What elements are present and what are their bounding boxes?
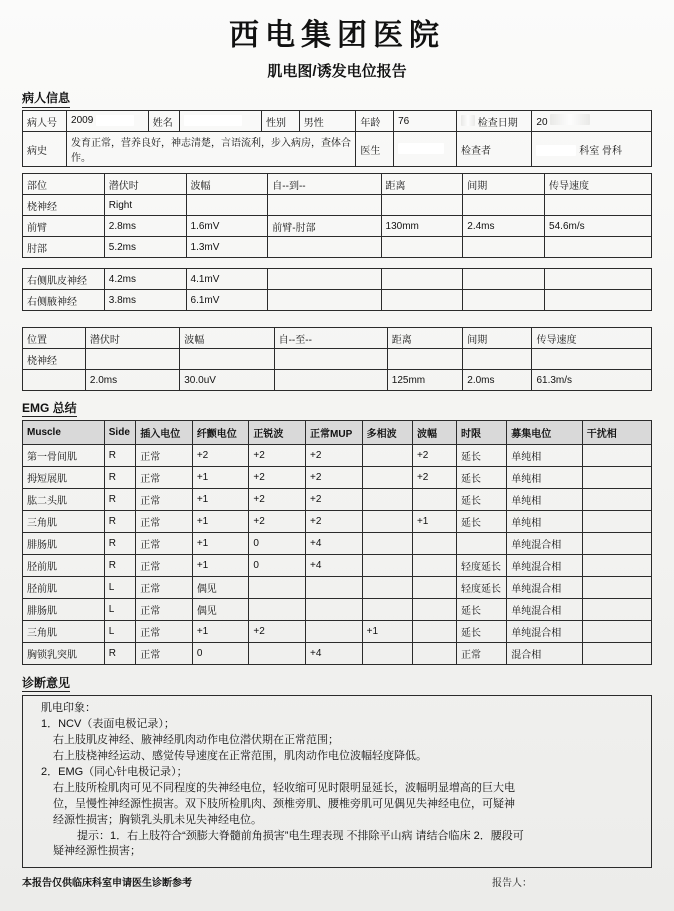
emg-r5-poly <box>362 555 412 577</box>
diagnosis-line-4: 2．EMG（同心针电极记录）； <box>41 765 188 778</box>
exam-date-label <box>456 111 531 132</box>
emg-r7-dur: 延长 <box>456 599 506 621</box>
emg-r1-interfere <box>582 467 651 489</box>
ncv1-header-site: 部位 <box>23 174 105 195</box>
emg-r9-mup: +4 <box>306 643 363 665</box>
ncv1-r3-interval <box>463 290 545 311</box>
patient-id-value <box>67 111 149 132</box>
ncv1-header-distance: 距离 <box>381 174 463 195</box>
doctor-value <box>394 132 457 167</box>
emg-r3-recruit: 单纯相 <box>507 511 582 533</box>
table-header-row <box>23 328 652 349</box>
exam-date-value <box>532 111 652 132</box>
emg-r1-side: R <box>104 467 135 489</box>
emg-r0-fib: +2 <box>192 445 249 467</box>
emg-r9-dur: 正常 <box>456 643 506 665</box>
report-subtitle: 肌电图/诱发电位报告 <box>267 63 407 80</box>
emg-r3-amp: +1 <box>412 511 456 533</box>
table-row <box>23 445 652 467</box>
ncv1-r0-latency: 2.8ms <box>104 216 186 237</box>
emg-r1-amp: +2 <box>412 467 456 489</box>
emg-r4-dur <box>456 533 506 555</box>
diagnosis-box <box>22 695 652 868</box>
emg-r9-poly <box>362 643 412 665</box>
ncv2-header-amplitude: 波幅 <box>180 328 274 349</box>
ncv2-r0-amplitude: 30.0uV <box>180 370 274 391</box>
emg-r1-recruit: 单纯相 <box>507 467 582 489</box>
emg-r8-recruit: 单纯混合相 <box>507 621 582 643</box>
blur-block <box>550 114 590 125</box>
patient-id-text: 2009 <box>71 115 94 127</box>
emg-r2-insertion: 正常 <box>136 489 193 511</box>
emg-header-insertion: 插入电位 <box>136 421 193 445</box>
emg-r9-fib: 0 <box>192 643 249 665</box>
ncv1-r3-latency: 3.8ms <box>104 290 186 311</box>
patient-name-label: 姓名 <box>148 111 179 132</box>
ncv2-header-latency: 潜伏时 <box>85 328 179 349</box>
emg-r2-fib: +1 <box>192 489 249 511</box>
emg-header-poly: 多相波 <box>362 421 412 445</box>
examiner-label: 检查者 <box>456 132 531 167</box>
patient-id-label: 病人号 <box>23 111 67 132</box>
dept-value: 骨科 <box>601 145 622 157</box>
emg-r6-fib: 偶见 <box>192 577 249 599</box>
ncv2-header-velocity: 传导速度 <box>532 328 652 349</box>
ncv1-r0-fromto: 前臂-肘部 <box>268 216 381 237</box>
ncv1-r0-distance: 130mm <box>381 216 463 237</box>
ncv1-r2-distance <box>381 269 463 290</box>
emg-r7-fib: 偶见 <box>192 599 249 621</box>
patient-info-table <box>22 110 652 167</box>
ncv1-nerve-name: 桡神经 <box>23 195 105 216</box>
emg-r1-mup: +2 <box>306 467 363 489</box>
emg-r5-muscle: 胫前肌 <box>23 555 105 577</box>
emg-r1-insertion: 正常 <box>136 467 193 489</box>
diagnosis-label: 诊断意见 <box>22 676 71 690</box>
table-row <box>23 555 652 577</box>
emg-r7-muscle: 腓肠肌 <box>23 599 105 621</box>
emg-r6-dur: 轻度延长 <box>456 577 506 599</box>
ncv1-r1-fromto <box>268 237 381 258</box>
ncv2-header-distance: 距离 <box>387 328 462 349</box>
emg-r6-amp <box>412 577 456 599</box>
emg-r7-psw <box>249 599 306 621</box>
emg-header-fib: 纤颤电位 <box>192 421 249 445</box>
emg-r9-psw <box>249 643 306 665</box>
table-row <box>23 643 652 665</box>
ncv2-header-position: 位置 <box>23 328 86 349</box>
emg-r7-side: L <box>104 599 135 621</box>
emg-r6-psw <box>249 577 306 599</box>
emg-r6-recruit: 单纯混合相 <box>507 577 582 599</box>
emg-r4-psw: 0 <box>249 533 306 555</box>
emg-r8-muscle: 三角肌 <box>23 621 105 643</box>
emg-r0-poly <box>362 445 412 467</box>
ncv2-r0-latency: 2.0ms <box>85 370 179 391</box>
emg-r1-poly <box>362 467 412 489</box>
emg-r3-mup: +2 <box>306 511 363 533</box>
table-header-row <box>23 421 652 445</box>
emg-header-recruit: 募集电位 <box>507 421 582 445</box>
emg-r3-side: R <box>104 511 135 533</box>
reporter-label: 报告人： <box>492 878 532 890</box>
exam-date-text: 20 <box>536 117 548 128</box>
emg-header-amp: 波幅 <box>412 421 456 445</box>
ncv2-r0-velocity: 61.3m/s <box>532 370 652 391</box>
ncv2-blank-1 <box>85 349 179 370</box>
emg-r5-interfere <box>582 555 651 577</box>
page-title: 西电集团医院 <box>229 18 445 53</box>
emg-header-muscle: Muscle <box>23 421 105 445</box>
emg-summary-label: EMG 总结 <box>22 401 77 415</box>
patient-sex-value: 男性 <box>299 111 356 132</box>
emg-r4-side: R <box>104 533 135 555</box>
table-row <box>23 533 652 555</box>
ncv1-r2-amplitude: 4.1mV <box>186 269 268 290</box>
emg-r2-recruit: 单纯相 <box>507 489 582 511</box>
ncv1-blank-2 <box>268 195 381 216</box>
table-row <box>23 489 652 511</box>
ncv1-r0-amplitude: 1.6mV <box>186 216 268 237</box>
ncv2-blank-3 <box>274 349 387 370</box>
ncv1-r1-interval <box>463 237 545 258</box>
patient-name-value <box>180 111 262 132</box>
ncv1-r1-velocity <box>545 237 652 258</box>
table-row <box>23 577 652 599</box>
patient-age-label: 年龄 <box>356 111 394 132</box>
dept-label: 科室 <box>579 145 600 157</box>
emg-r6-side: L <box>104 577 135 599</box>
ncv1-r1-distance <box>381 237 463 258</box>
emg-r5-fib: +1 <box>192 555 249 577</box>
emg-r0-interfere <box>582 445 651 467</box>
redaction-block <box>398 143 444 154</box>
ncv1-r0-site: 前臂 <box>23 216 105 237</box>
table-row <box>23 511 652 533</box>
emg-r4-mup: +4 <box>306 533 363 555</box>
emg-r1-fib: +1 <box>192 467 249 489</box>
ncv1-blank-1 <box>186 195 268 216</box>
emg-r0-recruit: 单纯相 <box>507 445 582 467</box>
ncv2-blank-5 <box>463 349 532 370</box>
emg-r5-psw: 0 <box>249 555 306 577</box>
redaction-block <box>184 115 242 126</box>
ncv1-blank-5 <box>545 195 652 216</box>
emg-r3-interfere <box>582 511 651 533</box>
emg-r9-interfere <box>582 643 651 665</box>
patient-info-label: 病人信息 <box>22 89 70 108</box>
emg-r7-interfere <box>582 599 651 621</box>
ncv1-header-amplitude: 波幅 <box>186 174 268 195</box>
emg-header-dur: 时限 <box>456 421 506 445</box>
ncv2-blank-4 <box>387 349 462 370</box>
table-row <box>23 111 652 132</box>
emg-summary-table <box>22 420 652 665</box>
emg-r6-interfere <box>582 577 651 599</box>
emg-r9-insertion: 正常 <box>136 643 193 665</box>
table-row <box>23 621 652 643</box>
emg-r3-poly <box>362 511 412 533</box>
emg-r5-mup: +4 <box>306 555 363 577</box>
examiner-value <box>532 132 652 167</box>
ncv1-r2-site: 右侧肌皮神经 <box>23 269 105 290</box>
table-row <box>23 269 652 290</box>
table-row <box>23 290 652 311</box>
emg-r6-muscle: 胫前肌 <box>23 577 105 599</box>
ncv1-r0-velocity: 54.6m/s <box>545 216 652 237</box>
emg-header-psw: 正锐波 <box>249 421 306 445</box>
emg-r9-muscle: 胸锁乳突肌 <box>23 643 105 665</box>
emg-r3-dur: 延长 <box>456 511 506 533</box>
table-row <box>23 370 652 391</box>
table-spacer-row <box>23 258 652 269</box>
emg-r4-recruit: 单纯混合相 <box>507 533 582 555</box>
emg-r8-fib: +1 <box>192 621 249 643</box>
emg-r7-amp <box>412 599 456 621</box>
emg-r9-side: R <box>104 643 135 665</box>
emg-r0-dur: 延长 <box>456 445 506 467</box>
diagnosis-line-3: 右上肢桡神经运动、感觉传导速度在正常范围，肌肉动作电位波幅轻度降低。 <box>53 749 427 762</box>
emg-r9-recruit: 混合相 <box>507 643 582 665</box>
blur-block <box>461 115 475 126</box>
diagnosis-line-2: 右上肢肌皮神经、腋神经肌肉动作电位潜伏期在正常范围； <box>53 733 339 746</box>
emg-r1-psw: +2 <box>249 467 306 489</box>
emg-r2-dur: 延长 <box>456 489 506 511</box>
emg-r5-dur: 轻度延长 <box>456 555 506 577</box>
ncv1-blank-4 <box>463 195 545 216</box>
diagnosis-line-0: 肌电印象： <box>41 702 96 714</box>
history-label: 病史 <box>23 132 67 167</box>
ncv2-r0-interval: 2.0ms <box>463 370 532 391</box>
emg-r7-mup <box>306 599 363 621</box>
emg-header-side: Side <box>104 421 135 445</box>
emg-r8-mup <box>306 621 363 643</box>
ncv2-blank-2 <box>180 349 274 370</box>
ncv1-header-interval: 间期 <box>463 174 545 195</box>
doctor-label: 医生 <box>356 132 394 167</box>
emg-r7-insertion: 正常 <box>136 599 193 621</box>
ncv1-r3-amplitude: 6.1mV <box>186 290 268 311</box>
emg-r2-poly <box>362 489 412 511</box>
ncv1-r1-amplitude: 1.3mV <box>186 237 268 258</box>
table-row <box>23 237 652 258</box>
emg-r2-psw: +2 <box>249 489 306 511</box>
emg-r6-poly <box>362 577 412 599</box>
emg-r3-insertion: 正常 <box>136 511 193 533</box>
ncv1-r2-interval <box>463 269 545 290</box>
patient-age-value: 76 <box>394 111 457 132</box>
ncv2-header-interval: 间期 <box>463 328 532 349</box>
emg-header-mup: 正常MUP <box>306 421 363 445</box>
emg-r8-interfere <box>582 621 651 643</box>
emg-r6-mup <box>306 577 363 599</box>
emg-r4-poly <box>362 533 412 555</box>
emg-r2-mup: +2 <box>306 489 363 511</box>
emg-r4-amp <box>412 533 456 555</box>
table-row <box>23 349 652 370</box>
ncv1-blank-3 <box>381 195 463 216</box>
emg-r2-muscle: 肱二头肌 <box>23 489 105 511</box>
ncv1-header-velocity: 传导速度 <box>545 174 652 195</box>
ncv2-header-fromto: 自--至-- <box>274 328 387 349</box>
redaction-block <box>96 115 134 126</box>
ncv2-r0-fromto <box>274 370 387 391</box>
emg-r4-muscle: 腓肠肌 <box>23 533 105 555</box>
diagnosis-line-5: 右上肢所检肌肉可见不同程度的失神经电位，轻收缩可见时限明显延长，波幅明显增高的巨大电 <box>53 781 515 794</box>
nerve-conduction-table-1 <box>22 173 652 311</box>
emg-r7-poly <box>362 599 412 621</box>
emg-r2-amp <box>412 489 456 511</box>
emg-r5-side: R <box>104 555 135 577</box>
emg-r0-mup: +2 <box>306 445 363 467</box>
emg-r6-insertion: 正常 <box>136 577 193 599</box>
ncv1-r0-interval: 2.4ms <box>463 216 545 237</box>
emg-r0-side: R <box>104 445 135 467</box>
emg-r3-fib: +1 <box>192 511 249 533</box>
ncv1-r1-latency: 5.2ms <box>104 237 186 258</box>
emg-r1-dur: 延长 <box>456 467 506 489</box>
emg-r2-interfere <box>582 489 651 511</box>
ncv2-r0-site <box>23 370 86 391</box>
emg-r8-amp <box>412 621 456 643</box>
emg-r5-insertion: 正常 <box>136 555 193 577</box>
table-header-row <box>23 174 652 195</box>
ncv1-r1-site: 肘部 <box>23 237 105 258</box>
ncv1-header-fromto: 自--到-- <box>268 174 381 195</box>
emg-r8-insertion: 正常 <box>136 621 193 643</box>
emg-r8-side: L <box>104 621 135 643</box>
emg-r4-interfere <box>582 533 651 555</box>
emg-r8-dur: 延长 <box>456 621 506 643</box>
emg-r8-psw: +2 <box>249 621 306 643</box>
ncv1-r3-site: 右侧腋神经 <box>23 290 105 311</box>
ncv1-r3-fromto <box>268 290 381 311</box>
patient-sex-label: 性别 <box>261 111 299 132</box>
table-row <box>23 216 652 237</box>
exam-date-label-text: 检查日期 <box>477 117 518 129</box>
emg-r5-recruit: 单纯混合相 <box>507 555 582 577</box>
emg-r0-amp: +2 <box>412 445 456 467</box>
emg-r4-insertion: 正常 <box>136 533 193 555</box>
emg-r3-psw: +2 <box>249 511 306 533</box>
diagnosis-line-7: 经源性损害；胸锁乳头肌未见失神经电位。 <box>53 813 262 826</box>
diagnosis-tip-line-1: 提示：1．右上肢符合“颈膨大脊髓前角损害”电生理表现 不排除平山病 请结合临床 2．腰段可 <box>77 829 524 842</box>
ncv1-r2-fromto <box>268 269 381 290</box>
emg-r1-muscle: 拇短展肌 <box>23 467 105 489</box>
table-row <box>23 467 652 489</box>
table-row <box>23 599 652 621</box>
emg-r9-amp <box>412 643 456 665</box>
ncv1-r3-velocity <box>545 290 652 311</box>
emg-r0-muscle: 第一骨间肌 <box>23 445 105 467</box>
ncv1-r2-velocity <box>545 269 652 290</box>
emg-r3-muscle: 三角肌 <box>23 511 105 533</box>
ncv2-blank-6 <box>532 349 652 370</box>
history-value: 发育正常，营养良好，神志清楚，言语流利，步入病房，查体合作。 <box>67 132 356 167</box>
diagnosis-tip-line-2: 疑神经源性损害； <box>53 845 141 858</box>
emg-r5-amp <box>412 555 456 577</box>
nerve-conduction-table-2 <box>22 327 652 391</box>
footer-note: 本报告仅供临床科室申请医生诊断参考 <box>22 878 192 890</box>
redaction-block <box>536 145 576 156</box>
emg-header-interference: 干扰相 <box>582 421 651 445</box>
emg-r7-recruit: 单纯混合相 <box>507 599 582 621</box>
page-footer <box>14 874 660 889</box>
emg-r0-insertion: 正常 <box>136 445 193 467</box>
emg-r8-poly: +1 <box>362 621 412 643</box>
spacer-cell <box>23 258 652 269</box>
ncv1-r3-distance <box>381 290 463 311</box>
ncv1-r2-latency: 4.2ms <box>104 269 186 290</box>
table-row <box>23 132 652 167</box>
ncv1-header-latency: 潜伏时 <box>104 174 186 195</box>
ncv1-nerve-side: Right <box>104 195 186 216</box>
emg-r2-side: R <box>104 489 135 511</box>
diagnosis-line-6: 位，呈慢性神经源性损害。双下肢所检肌肉、颈椎旁肌、腰椎旁肌可见偶见失神经电位，可疑神 <box>53 797 515 810</box>
ncv2-r0-distance: 125mm <box>387 370 462 391</box>
diagnosis-line-1: 1．NCV（表面电极记录）； <box>41 717 175 730</box>
ncv2-nerve-name: 桡神经 <box>23 349 86 370</box>
table-row <box>23 195 652 216</box>
emg-r0-psw: +2 <box>249 445 306 467</box>
emg-r4-fib: +1 <box>192 533 249 555</box>
